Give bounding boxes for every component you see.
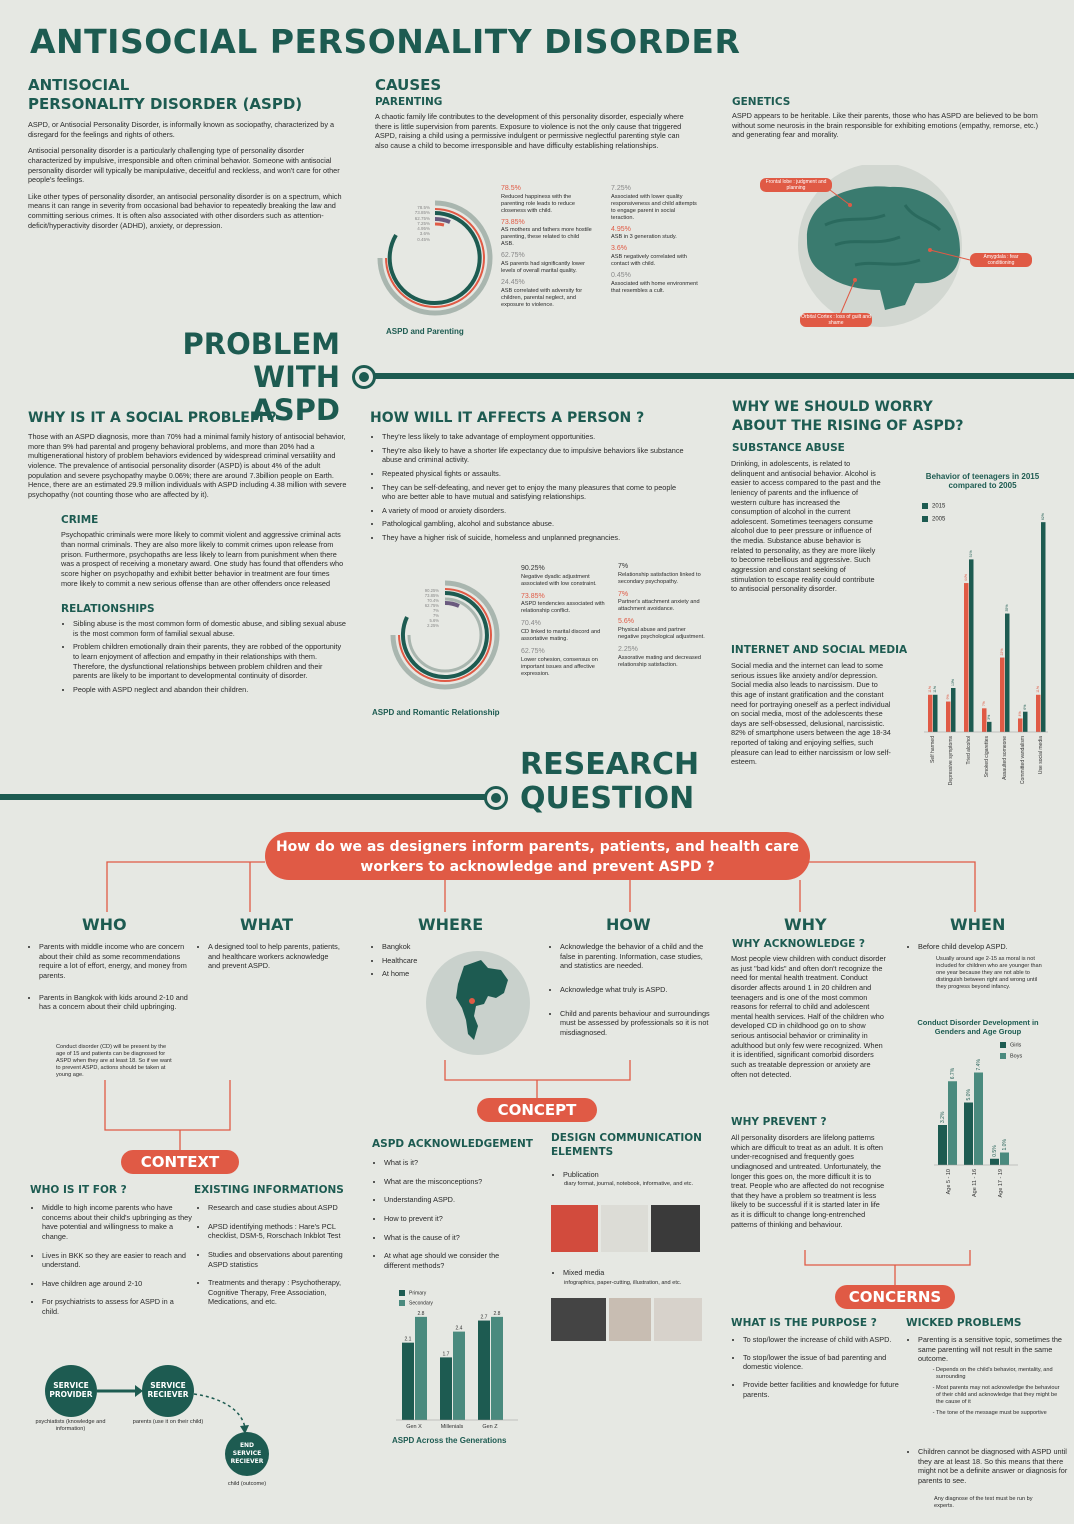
- aspd-heading-line1: ANTISOCIAL: [28, 76, 130, 94]
- teen-category-label: Depressive symptoms: [948, 736, 954, 786]
- stat-text: AS mothers and fathers more hostile parenting, these related to child ASB.: [501, 227, 592, 248]
- stat-num: 7%: [618, 563, 629, 570]
- teen-value-label: 6%: [1023, 704, 1027, 710]
- gen-value-label: 2.8: [493, 1310, 501, 1317]
- stat-num: 0.45%: [611, 272, 631, 280]
- context-connectors: [100, 1080, 240, 1160]
- existing-list: [196, 1203, 356, 1311]
- gen-bar: [478, 1321, 490, 1420]
- ring-label: 90.25%: [424, 588, 439, 593]
- where-heading: WHERE: [418, 915, 484, 934]
- who-list: [27, 942, 189, 1016]
- gen-value-label: 1.7: [442, 1351, 450, 1358]
- cd-bar: [990, 1159, 999, 1165]
- causes-text: A chaotic family life contributes to the development of this personality disorder, especially where there is little supervision from parents. Exposure to violence is not the only cause that triggered ASPD, raising a child using a permissive indulgent or permissive neglectful parenting style can also cause a child to become irresponsible and have difficulty establishing relationships.: [375, 112, 684, 150]
- question-connectors: [0, 850, 1074, 920]
- stat-text: Relationship satisfaction linked to secondary psychopathy.: [618, 571, 701, 585]
- gen-bar: [453, 1332, 465, 1420]
- teen-bar: [1036, 695, 1041, 732]
- genetics-text: ASPD appears to be heritable. Like their parents, those who has ASPD are believed to be born without some neurosis in the brain responsible for exhibiting emotions (empathy, remorse, etc.) and generating fear and morality.: [732, 111, 1039, 140]
- list-item: • Understanding ASPD.: [384, 1195, 519, 1205]
- concerns-label: CONCERNS: [835, 1285, 955, 1309]
- stat-num: 90.25%: [521, 565, 545, 572]
- aspd-p2: Antisocial personality disorder is a particularly challenging type of personality disorder characterized by impulsive, irresponsible and often criminal behavior. Someone with antisocial personality disorder will typically be manipulative, deceitful and reckless, and won't care for other people's feelings.: [28, 146, 340, 185]
- cd-value-label: 0.5%: [992, 1145, 998, 1157]
- teen-value-label: 11%: [933, 686, 937, 693]
- ring-label: 70.4%: [427, 598, 439, 603]
- parenting-subheading: PARENTING: [375, 96, 443, 108]
- concept-label: CONCEPT: [477, 1098, 597, 1122]
- teen-bar: [1041, 522, 1046, 732]
- gen-category-label: Millenials: [440, 1424, 464, 1430]
- list-item: • What is it?: [384, 1158, 519, 1168]
- list-item: • Acknowledge what truly is ASPD.: [560, 985, 716, 995]
- wicked-list-2: [906, 1447, 1068, 1490]
- worry-heading-line2: ABOUT THE RISING OF ASPD?: [732, 418, 964, 434]
- what-heading: WHAT: [240, 915, 294, 934]
- research-line1: RESEARCH: [520, 747, 700, 782]
- list-item: • Child and parents behaviour and surroundings must be assessed by professionals so it is not misdiagnosed.: [560, 1009, 716, 1038]
- thailand-map: [426, 948, 536, 1058]
- stat-text: Assorative mating and decreased relationship satisfaction.: [618, 654, 702, 668]
- wicked-note: Any diagnose of the test must be run by experts.: [934, 1496, 1033, 1509]
- list-item: • At what age should we consider the different methods?: [384, 1251, 519, 1270]
- stat-num: 78.5%: [501, 185, 521, 192]
- gen-category-label: Gen Z: [482, 1424, 498, 1430]
- list-item: • Healthcare: [382, 956, 462, 966]
- list-item: - Depends on the child's behavior, mentality, and surrounding: [936, 1367, 1062, 1381]
- who-note: Conduct disorder (CD) will be present by the age of 15 and patients can be diagnosed for ASPD when they are at least 18. So if we want to prevent ASPD, actions should be taken at young age.: [56, 1044, 172, 1078]
- stat-text: ASB correlated with adversity for children, parental neglect, and exposure to violence.: [501, 287, 583, 308]
- list-item: • Middle to high income parents who have concerns about their child's upbringing as they have potential and willingness to make a change.: [42, 1203, 192, 1242]
- wicked-list: [906, 1335, 1068, 1367]
- teen-bar: [987, 722, 992, 732]
- list-item: • Have children age around 2-10: [42, 1279, 192, 1289]
- research-line2: QUESTION: [520, 781, 695, 816]
- ring-label: 4.95%: [417, 226, 430, 232]
- list-item: • A variety of mood or anxiety disorders.: [382, 506, 690, 516]
- stat-text: Reduced happiness with the parenting role leads to reduce closeness with child.: [501, 193, 576, 214]
- teen-value-label: 7%: [982, 701, 986, 707]
- publication-image-3: [651, 1205, 700, 1252]
- list-item: • APSD identifying methods : Hare's PCL checklist, DSM-5, Rorschach Inkblot Test: [208, 1222, 356, 1241]
- affects-section: [370, 410, 690, 547]
- stat-num: 73.85%: [521, 592, 545, 600]
- ring-label: 2.25%: [427, 623, 439, 628]
- social-text: Those with an ASPD diagnosis, more than 70% had a minimal family history of antisocial behavior, more than 9% had parental and progeny behavioral problems, and more than 20% had a multigenerational history of problem behaviors evidenced by widespread criminal versatility and violence. The prevalence of antisocial personality disorder (ASPD) is about 4% of the adult population and severe psychopathy maybe 0.06%; there are around 7.3billion people on Earth. Hence, there are an estimated 29.9 million individuals with ASPD including 4.38 million with severe psychopathy (not counting those who are affected by it).: [28, 432, 347, 499]
- stat-num: 73.85%: [501, 218, 525, 226]
- teen-value-label: 62%: [1041, 513, 1045, 521]
- list-item: • Studies and observations about parenting ASPD statistics: [208, 1250, 356, 1269]
- affects-heading: HOW WILL IT AFFECTS A PERSON ?: [370, 410, 645, 426]
- page-title: ANTISOCIAL PERSONALITY DISORDER: [30, 22, 741, 61]
- list-item: • Lives in BKK so they are easier to reach and understand.: [42, 1251, 192, 1270]
- list-item: • Before child develop ASPD.: [918, 942, 1068, 952]
- list-item: • For psychiatrists to assess for ASPD in a child.: [42, 1297, 192, 1316]
- internet-text: Social media and the internet can lead to some serious issues like anxiety and/or depression. Social media also leads to narcissism. Due to this age of instant gratification and the constant need for portraying oneself as a perfect individual on social media, most of the adolescents these days are self-obsessed, delusional, narcissistic. 82% of smartphone users between the age 18-34 reported of taking and enjoying selfies, such pleasure can lead to either narcissism or low self-esteem.: [731, 661, 891, 767]
- how-list: [548, 942, 716, 1041]
- mixed-image-1: [551, 1298, 606, 1341]
- parenting-chart-label: ASPD and Parenting: [386, 327, 464, 336]
- acknowledgement-list: [372, 1158, 519, 1274]
- list-item: • Pathological gambling, alcohol and substance abuse.: [382, 519, 690, 529]
- who-for-list: [30, 1203, 192, 1321]
- list-item: • Children cannot be diagnosed with ASPD until they are at least 18. So this means that there might not be a definite answer or diagnosis for parents to see.: [918, 1447, 1068, 1486]
- romantic-chart-label: ASPD and Romantic Relationship: [372, 708, 500, 717]
- list-item: • Repeated physical fights or assaults.: [382, 469, 690, 479]
- causes-heading: CAUSES: [375, 76, 442, 94]
- gen-value-label: 2.4: [455, 1325, 463, 1332]
- ring-label: 0.45%: [417, 236, 430, 242]
- teen-category-label: Assaulted someone: [1002, 736, 1008, 780]
- cd-chart-title: Conduct Disorder Development in Genders and Age Group: [917, 1018, 1039, 1036]
- list-item: • How to prevent it?: [384, 1214, 519, 1224]
- teen-category-label: Self harmed: [930, 736, 936, 763]
- list-item: • At home: [382, 969, 462, 979]
- purpose-heading: WHAT IS THE PURPOSE ?: [731, 1317, 877, 1329]
- legend-label: Secondary: [409, 1300, 433, 1307]
- cd-value-label: 6.7%: [950, 1067, 956, 1080]
- legend-label: 2005: [932, 516, 946, 523]
- problem-line1: PROBLEM WITH: [182, 327, 340, 394]
- ring-label: 73.85%: [424, 593, 439, 598]
- teen-value-label: 51%: [969, 550, 973, 558]
- divider-node-inner: [491, 793, 501, 803]
- romantic-ring-chart: [385, 575, 505, 705]
- list-item: • People with ASPD neglect and abandon their children.: [73, 685, 348, 695]
- teen-category-label: Committed vandalism: [1020, 736, 1026, 785]
- cd-value-label: 3.2%: [940, 1111, 946, 1123]
- parenting-stats-left: [501, 185, 593, 309]
- ring-label: 7.25%: [417, 220, 430, 226]
- social-heading: WHY IS IT A SOCIAL PROBLEM ?: [28, 410, 277, 426]
- ring-label: 62.75%: [414, 215, 430, 221]
- gen-value-label: 2.1: [404, 1336, 412, 1343]
- romantic-ring-labels: [417, 588, 439, 628]
- internet-heading: INTERNET AND SOCIAL MEDIA: [731, 644, 908, 656]
- list-item: • Research and case studies about ASPD: [208, 1203, 356, 1213]
- list-item: • Parents with middle income who are concern about their child as some recommendations require a lot of effort, energy, and money from parents.: [39, 942, 189, 981]
- list-item: • A designed tool to help parents, patients, and healthcare workers acknowledge and prevent ASPD.: [208, 942, 342, 971]
- service-receiver-node: SERVICE RECIEVER: [142, 1365, 194, 1417]
- causes-section: [375, 76, 693, 151]
- relationships-heading: RELATIONSHIPS: [61, 603, 155, 616]
- stat-text: CD linked to marital discord and assortative mating.: [521, 629, 601, 643]
- design-heading: DESIGN COMMUNICATION ELEMENTS: [551, 1132, 702, 1158]
- ring-label: 7%: [432, 608, 439, 613]
- who-heading: WHO: [82, 915, 127, 934]
- parenting-stats-right: [611, 185, 699, 295]
- why-acknowledge-text: Most people view children with conduct disorder as just "bad kids" and often don't recognize the need for mental health treatment. Conduct disorder affects around 1 in 20 children and teenagers and is one of the most common reasons for referral to child and adolescent mental health services. Half of the children who developed CD in childhood go on to show serious antisocial behavior or criminality in adulthood but only few were recognized. When it is identified, significant comorbid disorders such as treatable depression or anxiety are often not detected.: [731, 954, 886, 1079]
- gen-value-label: 2.8: [417, 1310, 425, 1317]
- teen-bar: [964, 583, 969, 732]
- genetics-heading: GENETICS: [732, 96, 791, 108]
- who-for-heading: WHO IS IT FOR ?: [30, 1184, 127, 1196]
- list-item: • To stop/lower the increase of child with ASPD.: [743, 1335, 903, 1345]
- stat-num: 7.25%: [611, 185, 631, 192]
- stat-text: ASPD tendencies associated with relationship conflict.: [521, 601, 605, 615]
- stat-num: 2.25%: [618, 646, 638, 654]
- list-item: • Problem children emotionally drain their parents, they are robbed of the opportunity to learn enjoyment of affection and empathy in their relationships with them. Therefore, the dysfunctional relationships between problem children and their parents are likely to be important to developmental continuity of disorder.: [73, 642, 348, 681]
- why-heading: WHY: [784, 915, 827, 934]
- genetics-section: [732, 96, 1050, 140]
- publication-sub: diary format, journal, notebook, informative, and etc.: [564, 1181, 694, 1187]
- gen-chart-label: ASPD Across the Generations: [392, 1436, 507, 1445]
- teen-value-label: 11%: [928, 686, 932, 693]
- stat-text: Negative dyadic adjustment associated with low constraint.: [521, 573, 597, 587]
- cd-bar: [938, 1125, 947, 1165]
- mixed-image-2: [609, 1298, 651, 1341]
- concerns-connectors: [800, 1250, 980, 1290]
- teen-value-label: 3%: [987, 714, 991, 720]
- stat-num: 3.6%: [611, 245, 627, 253]
- teen-chart-title: Behavior of teenagers in 2015 compared to 2005: [925, 472, 1040, 490]
- list-item: • Bangkok: [382, 942, 462, 952]
- aspd-p1: ASPD, or Antisocial Personality Disorder, is informally known as sociopathy, characterized by a disregard for the feelings and rights of others.: [28, 120, 335, 139]
- teen-value-label: 11%: [1036, 686, 1040, 693]
- cd-category-label: Age 11 - 16: [972, 1169, 978, 1198]
- list-item: • Publication: [563, 1170, 723, 1180]
- stat-text: Associated with lower quality responsiveness and child attempts to engage parent in social teraction.: [611, 193, 697, 221]
- list-item: • Treatments and therapy : Psychotherapy, Cognitive Therapy, Free Association, Medications, and etc.: [208, 1278, 356, 1307]
- divider-line: [368, 373, 1074, 379]
- worry-heading: [732, 398, 1062, 436]
- stat-text: ASB negatively correlated with contact with child.: [611, 254, 687, 268]
- worry-section: [732, 398, 1062, 454]
- teen-bar-chart: [920, 500, 1050, 810]
- ring-label: 62.75%: [424, 603, 439, 608]
- purpose-list: [731, 1335, 903, 1403]
- aspd-section: [28, 76, 348, 237]
- gen-bar: [402, 1343, 414, 1420]
- parenting-ring-chart: [372, 195, 498, 325]
- gen-bar: [440, 1357, 452, 1420]
- list-item: • They have a higher risk of suicide, homeless and unplanned pregnancies.: [382, 533, 690, 543]
- stat-num: 5.6%: [618, 618, 634, 626]
- mixed-media-sub: infographics, paper-cutting, illustration, and etc.: [564, 1280, 682, 1286]
- publication-image-2: [601, 1205, 648, 1252]
- romantic-stats-right: [618, 563, 706, 669]
- ring-label: 73.85%: [414, 210, 430, 216]
- legend-label: Girls: [1010, 1042, 1022, 1049]
- aspd-p3: Like other types of personality disorder, an antisocial personality disorder is on a spectrum, which means it can range in severity from occasional bad behavior to repeatedly breaking the law and committing serious crimes. It is often also associated with other disorders such as attention-deficit/hyperactivity disorder (ADHD), anxiety, or depression.: [28, 191, 342, 230]
- legend-label: Boys: [1010, 1053, 1023, 1060]
- gen-value-label: 2.7: [480, 1314, 488, 1321]
- parenting-ring-labels: [405, 205, 430, 242]
- list-item: - The tone of the message must be supportive: [936, 1410, 1062, 1417]
- when-note: Usually around age 2-15 as moral is not included for children who are younger than one year because they are not able to distinguish between right and wrong until they progress beyond infancy.: [936, 956, 1042, 990]
- stat-num: 70.4%: [521, 620, 541, 628]
- list-item: • What is the cause of it?: [384, 1233, 519, 1243]
- teen-bar: [933, 695, 938, 732]
- affects-list: [370, 432, 690, 543]
- research-heading: [520, 748, 699, 816]
- why-prevent-text: All personality disorders are lifelong patterns which are difficult to treat as an adult. It is often under-recognised and frequently goes undiagnosed and untreated. Unfortunately, the longer this goes on, the more difficult it is to treat. People who are affected do not recognise that they have a problem so treatment is less likely to be successful if it is started later in life as it is difficult to change long-entrenched patterns of thinking and behaviour.: [731, 1133, 885, 1229]
- service-flow-arrows: [97, 1380, 267, 1440]
- cd-value-label: 7.4%: [976, 1059, 982, 1071]
- mixed-image-3: [654, 1298, 702, 1341]
- relationships-list: [61, 619, 348, 694]
- gen-bar: [491, 1317, 503, 1420]
- cd-category-label: Age 5 - 10: [946, 1169, 952, 1195]
- list-item: • They're less likely to take advantage of employment opportunities.: [382, 432, 690, 442]
- cd-category-label: Age 17 - 19: [998, 1169, 1004, 1198]
- list-item: • They're also likely to have a shorter life expectancy due to impulsive behaviors like substance abuse and criminal activity.: [382, 446, 690, 465]
- what-list: [196, 942, 342, 975]
- aspd-heading-line2: PERSONALITY DISORDER (ASPD): [28, 95, 303, 113]
- mixed-media-list: [551, 1268, 723, 1279]
- social-problem-section: [28, 410, 348, 699]
- teen-value-label: 44%: [964, 574, 968, 582]
- service-receiver-caption: parents (use it on their child): [132, 1419, 204, 1425]
- crime-text: Psychopathic criminals were more likely to commit violent and aggressive criminal acts than normal criminals. They are also more likely to commit crimes upon release from prison. Furthermore, psychopaths are less likely to learn from punishment when there was a prospect of receiving a monetary award. One study has found that offenders who score higher on psychopathy and exhibit better behavior in treatment are four times more likely to commit a new serious offense than are other offenders once released: [61, 530, 344, 588]
- publication-list: [551, 1170, 723, 1181]
- ring-label: 5.6%: [429, 618, 439, 623]
- how-heading: HOW: [606, 915, 651, 934]
- stat-num: 62.75%: [501, 252, 525, 260]
- romantic-stats-left: [521, 565, 613, 678]
- gen-category-label: Gen X: [406, 1424, 422, 1430]
- list-item: • Parenting is a sensitive topic, sometimes the same parenting will not result in the same outcome.: [918, 1335, 1068, 1364]
- problem-line2: ASPD: [251, 393, 340, 427]
- teen-bar: [1005, 614, 1010, 732]
- why-acknowledge-heading: WHY ACKNOWLEDGE ?: [732, 938, 866, 950]
- aspd-heading: [28, 76, 348, 114]
- when-heading: WHEN: [950, 915, 1006, 934]
- teen-category-label: Use social media: [1038, 736, 1044, 775]
- substance-heading: SUBSTANCE ABUSE: [732, 442, 845, 454]
- orbital-cortex-label: Orbital Cortex : loss of guilt and shame: [801, 314, 871, 326]
- teen-value-label: 13%: [951, 678, 955, 686]
- teen-bar: [982, 708, 987, 732]
- cd-value-label: 1.0%: [1002, 1139, 1008, 1151]
- gen-bar-chart: [390, 1285, 520, 1430]
- teen-category-label: Smoked cigarettes: [984, 736, 990, 778]
- service-provider-node: SERVICE PROVIDER: [45, 1365, 97, 1417]
- stat-text: ASB in 3 generation study.: [611, 234, 677, 241]
- cd-value-label: 5.0%: [966, 1089, 972, 1101]
- list-item: • Sibling abuse is the most common form of domestic abuse, and sibling sexual abuse is the most common form of familial sexual abuse.: [73, 619, 348, 638]
- list-item: • Provide better facilities and knowledge for future parents.: [743, 1380, 903, 1399]
- list-item: • To stop/lower the issue of bad parenting and domestic violence.: [743, 1353, 903, 1372]
- substance-text: Drinking, in adolescents, is related to delinquent and antisocial behavior. Alcohol is easier to access compared to the past and the leniency of parents and the influence of western culture has increased the consumption of alcohol in the current adolescent. Sometimes teenagers consume alcohol due to peer pressure or influence of the media. Substance abuse behavior is related to personality, as they are more likely to become rebellious and aggressive. Such aggression and constant seeking of stimulation to escape reality could contribute to antisocial personality disorder.: [731, 459, 881, 594]
- stat-text: Lower cohesion, consensus on important issues and affective expression.: [521, 656, 598, 677]
- teen-bar: [946, 702, 951, 732]
- stat-text: Partner's attachment anxiety and attachment avoidance.: [618, 599, 700, 613]
- publication-image-1: [551, 1205, 598, 1252]
- list-item: - Most parents may not acknowledge the behaviour of their child and acknowledge that they might be the cause of it: [936, 1385, 1062, 1406]
- list-item: • Mixed media: [563, 1268, 723, 1278]
- legend-label: Primary: [409, 1290, 427, 1297]
- cd-bar: [1000, 1153, 1009, 1166]
- end-receiver-caption: child (outcome): [227, 1481, 267, 1487]
- teen-bar: [1018, 718, 1023, 732]
- teen-bar: [928, 695, 933, 732]
- ring-label: 78.5%: [417, 205, 430, 210]
- cd-bar: [948, 1081, 957, 1165]
- stat-text: AS parents had significantly lower levels of overall marital quality.: [501, 261, 585, 275]
- crime-heading: CRIME: [61, 514, 99, 527]
- worry-heading-line1: WHY WE SHOULD WORRY: [732, 399, 933, 415]
- teen-value-label: 4%: [1018, 711, 1022, 717]
- cd-bar: [974, 1073, 983, 1166]
- list-item: • They can be self-defeating, and never get to enjoy the many pleasures that come to people who are better able to have mutual and satisfying relationships.: [382, 483, 690, 502]
- frontal-lobe-label: Frontal lobe : judgment and planning: [760, 178, 832, 192]
- stat-text: Physical abuse and partner negative psychological adjustment.: [618, 627, 705, 641]
- teen-category-label: Tried alcohol: [966, 736, 972, 765]
- teen-bar: [969, 559, 974, 732]
- stat-num: 62.75%: [521, 648, 545, 656]
- teen-bar: [1000, 658, 1005, 732]
- amygdala-label: Amygdala : fear conditioning: [970, 253, 1032, 267]
- teen-value-label: 9%: [946, 694, 950, 700]
- why-prevent-heading: WHY PREVENT ?: [731, 1116, 827, 1128]
- stat-num: 24.45%: [501, 279, 525, 287]
- research-question: How do we as designers inform parents, patients, and health care workers to acknowledge and prevent ASPD ?: [265, 832, 810, 880]
- wicked-heading: WICKED PROBLEMS: [906, 1317, 1022, 1329]
- list-item: • Parents in Bangkok with kids around 2-10 and has a concern about their child upbringing.: [39, 993, 189, 1012]
- cd-bar: [964, 1103, 973, 1166]
- ring-label: 7%: [432, 613, 439, 618]
- teen-value-label: 22%: [1000, 648, 1004, 656]
- ring-label: 3.6%: [419, 231, 430, 237]
- legend-label: 2015: [932, 503, 946, 510]
- teen-bar: [1023, 712, 1028, 732]
- list-item: • What are the misconceptions?: [384, 1177, 519, 1187]
- gen-bar: [415, 1317, 427, 1420]
- teen-value-label: 35%: [1005, 604, 1009, 612]
- list-item: • Acknowledge the behavior of a child and the false in parenting. Information, case studies, and statistics are needed.: [560, 942, 716, 971]
- acknowledgement-heading: ASPD ACKNOWLEDGEMENT: [372, 1138, 533, 1150]
- wicked-sublist: [924, 1367, 1062, 1421]
- stat-num: 7%: [618, 590, 629, 598]
- context-label: CONTEXT: [121, 1150, 239, 1174]
- divider-line: [0, 794, 490, 800]
- divider-node-inner: [359, 372, 369, 382]
- stat-num: 4.95%: [611, 225, 631, 233]
- teen-bar: [951, 688, 956, 732]
- stat-text: Associated with home environment that resembles a cult.: [611, 280, 698, 294]
- when-list: [906, 942, 1068, 956]
- existing-heading: EXISTING INFORMATIONS: [194, 1184, 344, 1196]
- end-service-receiver-node: END SERVICE RECIEVER: [225, 1432, 269, 1476]
- service-provider-caption: psychiatists (knowledge and information): [35, 1419, 106, 1432]
